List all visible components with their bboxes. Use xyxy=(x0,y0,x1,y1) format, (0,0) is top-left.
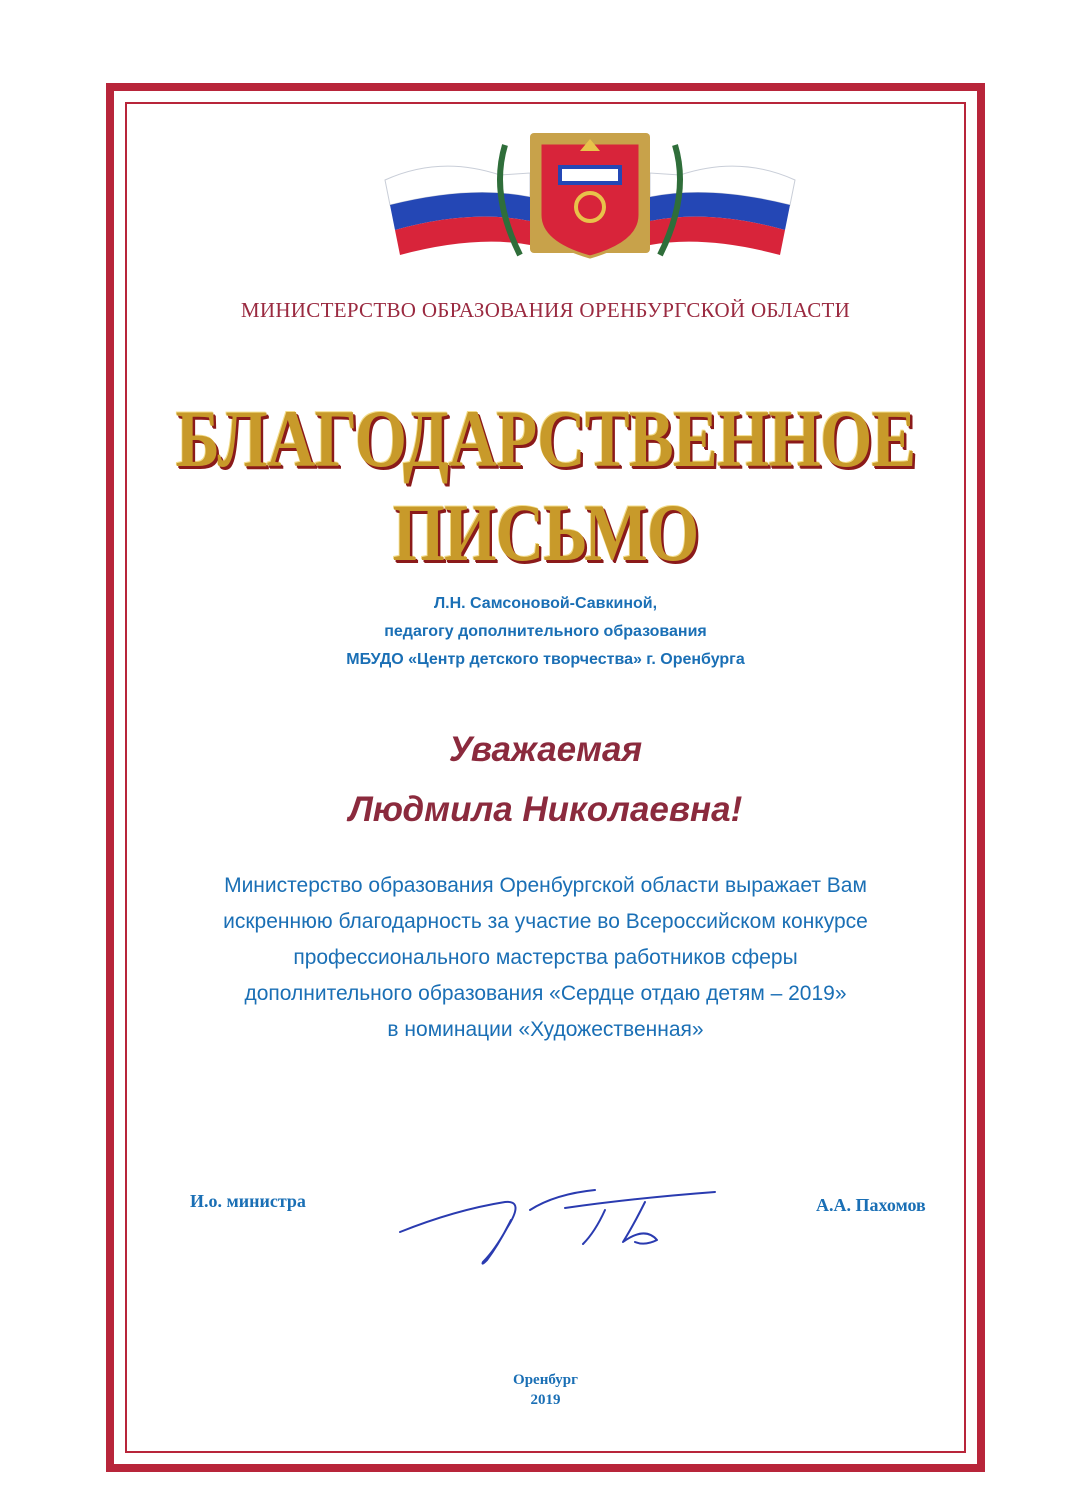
ministry-name: МИНИСТЕРСТВО ОБРАЗОВАНИЯ ОРЕНБУРГСКОЙ ОБЛАСТИ xyxy=(240,298,851,322)
signatory-name: А.А. Пахомов xyxy=(816,1195,926,1215)
signatory-position: И.о. министра xyxy=(190,1191,306,1211)
body-line: профессионального мастерства работников сферы xyxy=(293,946,798,969)
document-title-line1: БЛАГОДАРСТВЕННОЕ xyxy=(175,393,916,484)
recipient-name: Л.Н. Самсоновой-Савкиной, xyxy=(433,595,658,612)
body-line: Министерство образования Оренбургской области выражает Вам xyxy=(224,874,867,897)
letter-body xyxy=(150,868,941,1048)
flag-right-icon xyxy=(650,166,795,255)
flag-left-icon xyxy=(385,166,530,255)
recipient-organization: МБУДО «Центр детского творчества» г. Оренбурга xyxy=(346,651,745,668)
body-line: в номинации «Художественная» xyxy=(387,1018,704,1041)
year-label: 2019 xyxy=(530,1392,561,1408)
document-title-line2: ПИСЬМО xyxy=(392,487,699,578)
coat-of-arms-emblem xyxy=(380,125,800,265)
place-and-date xyxy=(0,1370,1091,1410)
greeting-block xyxy=(0,720,1091,840)
city-label: Оренбург xyxy=(513,1372,578,1388)
body-line: искреннюю благодарность за участие во Всероссийском конкурсе xyxy=(223,910,868,933)
recipient-block xyxy=(0,590,1091,674)
greeting-salutation: Уважаемая xyxy=(448,730,643,769)
greeting-name: Людмила Николаевна! xyxy=(348,790,743,829)
body-line: дополнительного образования «Сердце отдаю детям – 2019» xyxy=(244,982,847,1005)
handwritten-signature xyxy=(395,1180,735,1270)
recipient-position: педагогу дополнительного образования xyxy=(384,623,707,640)
